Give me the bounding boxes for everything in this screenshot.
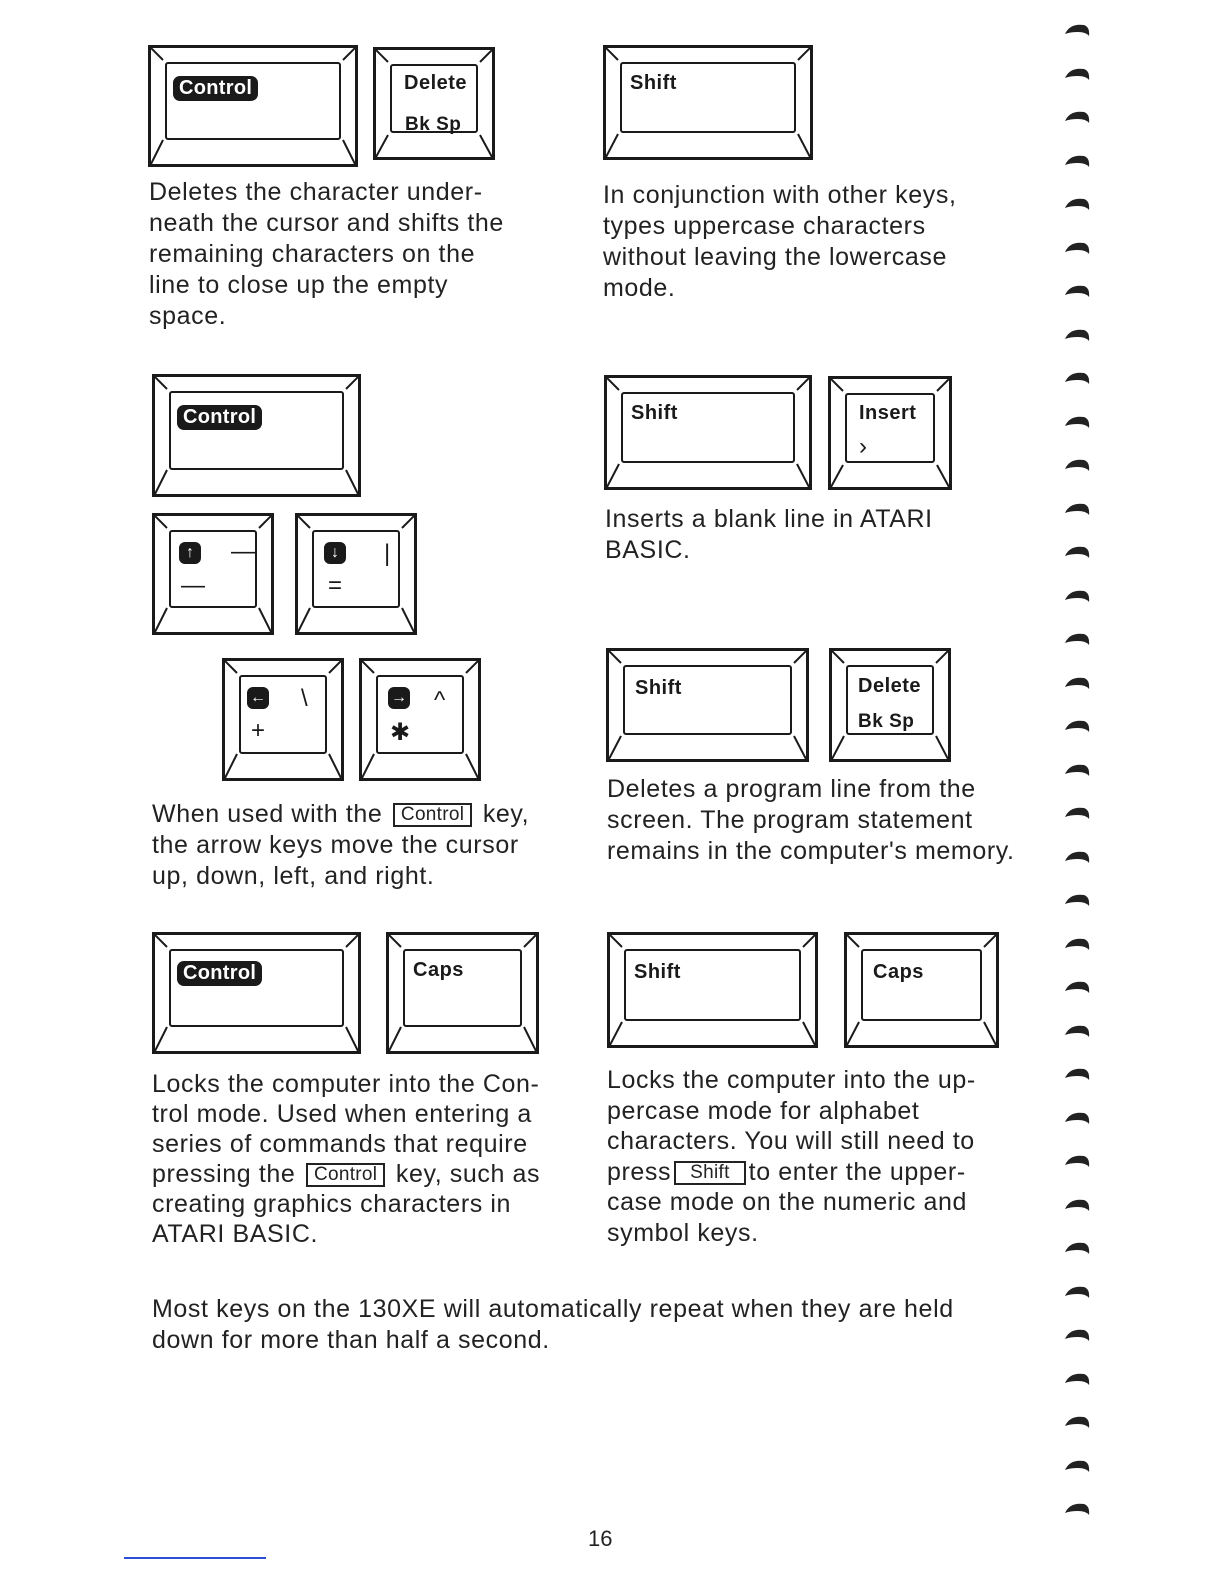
bksp-label-2: Bk Sp — [858, 711, 915, 732]
insert-symbol: › — [859, 433, 867, 460]
text-line: Deletes a program line from the — [607, 775, 976, 803]
right-arrow-icon: → — [388, 687, 410, 709]
shift-key-2 — [604, 375, 812, 490]
binding-hole-icon — [1062, 1021, 1092, 1045]
binding-hole-icon — [1062, 107, 1092, 131]
binding-hole-icon — [1062, 499, 1092, 523]
text-line: types uppercase characters — [603, 212, 926, 240]
text-line: Most keys on the 130XE will automatically repeat when they are held — [152, 1295, 954, 1323]
text-line: percase mode for alphabet — [607, 1096, 920, 1125]
control-caps-description — [152, 1069, 540, 1249]
binding-hole-icon — [1062, 716, 1092, 740]
binding-hole-icon — [1062, 1108, 1092, 1132]
shift-delete-description — [607, 774, 1015, 867]
caps-label-2: Caps — [873, 961, 924, 983]
text-fragment: press — [607, 1157, 672, 1186]
text-line: down for more than half a second. — [152, 1326, 550, 1354]
binding-hole-icon — [1062, 1499, 1092, 1523]
text-line: neath the cursor and shifts the — [149, 209, 504, 237]
binding-hole-icon — [1062, 1456, 1092, 1480]
control-arrows-description — [152, 799, 529, 892]
left-backslash-glyph: \ — [301, 685, 308, 712]
text-line — [607, 1157, 976, 1188]
down-arrow-icon: ↓ — [324, 542, 346, 564]
binding-hole-icon — [1062, 1369, 1092, 1393]
binding-hole-icon — [1062, 1064, 1092, 1088]
binding-hole-icon — [1062, 1195, 1092, 1219]
binding-hole-icon — [1062, 151, 1092, 175]
text-line: trol mode. Used when entering a — [152, 1100, 532, 1128]
binding-hole-icon — [1062, 542, 1092, 566]
text-line: ATARI BASIC. — [152, 1220, 319, 1248]
up-arrow-key — [152, 513, 274, 635]
text-line: remains in the computer's memory. — [607, 837, 1015, 865]
up-underscore-glyph: — — [181, 572, 205, 599]
down-arrow-key — [295, 513, 417, 635]
binding-hole-icon — [1062, 281, 1092, 305]
inline-control-key: Control — [306, 1163, 385, 1187]
binding-hole-icon — [1062, 20, 1092, 44]
binding-hole-icon — [1062, 890, 1092, 914]
text-line: In conjunction with other keys, — [603, 181, 957, 209]
shift-label-4: Shift — [634, 961, 681, 983]
text-line: Inserts a blank line in ATARI — [605, 505, 933, 533]
text-line: up, down, left, and right. — [152, 862, 435, 890]
text-line: characters. You will still need to — [607, 1127, 975, 1155]
binding-hole-icon — [1062, 760, 1092, 784]
text-fragment: key, such as — [395, 1160, 541, 1188]
binding-hole-icon — [1062, 238, 1092, 262]
text-line: screen. The program statement — [607, 806, 973, 834]
insert-key — [828, 376, 952, 490]
right-caret-glyph: ^ — [434, 687, 446, 714]
insert-label: Insert — [859, 402, 917, 424]
binding-hole-icon — [1062, 194, 1092, 218]
bksp-label: Bk Sp — [405, 114, 462, 135]
binding-hole-icon — [1062, 586, 1092, 610]
caps-key — [386, 932, 539, 1054]
text-line: mode. — [603, 274, 676, 302]
control-key-2 — [152, 374, 361, 497]
right-arrow-key — [359, 658, 481, 781]
control-label: Control — [173, 76, 258, 101]
text-line: Locks the computer into the Con- — [152, 1070, 540, 1098]
bottom-rule — [124, 1557, 266, 1559]
control-key — [148, 45, 358, 167]
down-pipe-glyph: | — [384, 540, 391, 567]
shift-description — [603, 180, 957, 304]
text-line — [152, 799, 529, 830]
delete-key — [373, 47, 495, 160]
text-line: line to close up the empty — [149, 271, 449, 299]
shift-key — [603, 45, 813, 160]
binding-hole-icon — [1062, 1325, 1092, 1349]
binding-hole-icon — [1062, 1282, 1092, 1306]
left-arrow-icon: ← — [247, 687, 269, 709]
text-line: without leaving the lowercase — [603, 243, 947, 271]
text-line: Deletes the character under- — [149, 178, 483, 206]
left-arrow-key — [222, 658, 344, 781]
binding-hole-icon — [1062, 847, 1092, 871]
binding-hole-icon — [1062, 325, 1092, 349]
binding-hole-icon — [1062, 673, 1092, 697]
delete-label-2: Delete — [858, 675, 922, 697]
shift-key-4 — [607, 932, 818, 1048]
page-number: 16 — [588, 1526, 613, 1551]
control-delete-description — [149, 177, 504, 332]
left-plus-glyph: + — [251, 717, 266, 744]
caps-key-2 — [844, 932, 999, 1048]
delete-key-2 — [829, 648, 951, 762]
inline-control-key: Control — [393, 803, 472, 827]
binding-hole-icon — [1062, 934, 1092, 958]
up-arrow-icon: ↑ — [179, 542, 201, 564]
text-line: the arrow keys move the cursor — [152, 831, 519, 859]
binding-hole-icon — [1062, 803, 1092, 827]
text-line: case mode on the numeric and — [607, 1188, 968, 1216]
shift-label-3: Shift — [635, 677, 682, 699]
text-line: space. — [149, 302, 227, 330]
right-asterisk-glyph: ✱ — [390, 719, 411, 746]
text-fragment: to enter the upper- — [748, 1157, 966, 1186]
shift-insert-description — [605, 504, 933, 566]
text-fragment: When used with the — [152, 800, 383, 828]
binding-hole-icon — [1062, 629, 1092, 653]
control-label-2: Control — [177, 405, 262, 430]
shift-label-2: Shift — [631, 402, 678, 424]
text-line: remaining characters on the — [149, 240, 476, 268]
binding-hole-icon — [1062, 412, 1092, 436]
text-fragment: key, — [482, 800, 530, 828]
binding-hole-icon — [1062, 1412, 1092, 1436]
text-line — [152, 1159, 540, 1189]
caps-label: Caps — [413, 959, 464, 981]
down-equals-glyph: = — [328, 572, 343, 599]
binding-hole-icon — [1062, 368, 1092, 392]
repeat-note — [152, 1294, 954, 1356]
text-line: Locks the computer into the up- — [607, 1066, 976, 1094]
text-line: creating graphics characters in — [152, 1190, 512, 1218]
binding-hole-icon — [1062, 455, 1092, 479]
text-line: BASIC. — [605, 536, 691, 564]
binding-hole-icon — [1062, 1151, 1092, 1175]
text-line: symbol keys. — [607, 1218, 759, 1247]
control-key-3 — [152, 932, 361, 1054]
shift-key-3 — [606, 648, 809, 762]
shift-caps-description — [607, 1065, 976, 1248]
binding-hole-icon — [1062, 64, 1092, 88]
delete-label: Delete — [404, 72, 468, 94]
text-line: series of commands that require — [152, 1130, 528, 1158]
binding-hole-icon — [1062, 1238, 1092, 1262]
up-minus-glyph: — — [231, 538, 255, 565]
inline-shift-key: Shift — [674, 1161, 746, 1185]
text-fragment: pressing the — [152, 1160, 296, 1188]
shift-label: Shift — [630, 72, 677, 94]
binding-hole-icon — [1062, 977, 1092, 1001]
control-label-3: Control — [177, 961, 262, 986]
